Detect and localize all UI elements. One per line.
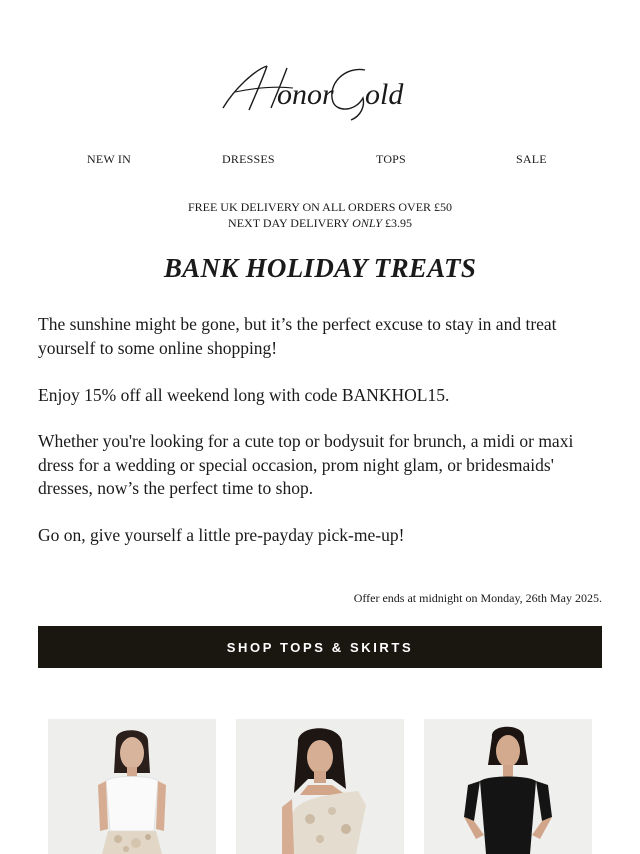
product-image-white-top-sequin-skirt[interactable] xyxy=(48,719,216,854)
offer-terms: Offer ends at midnight on Monday, 26th May 2025. xyxy=(353,591,602,605)
next-day-emphasis: ONLY xyxy=(352,216,382,230)
model-photo-icon xyxy=(236,719,404,854)
brand-logo[interactable] xyxy=(0,58,640,124)
shop-tops-skirts-button[interactable]: SHOP TOPS & SKIRTS xyxy=(38,626,602,668)
next-day-price: £3.95 xyxy=(381,216,412,230)
body-paragraph-closing: Go on, give yourself a little pre-payday pick-me-up! xyxy=(38,525,405,545)
product-image-one-shoulder-sequin-top[interactable] xyxy=(236,719,404,854)
body-paragraph-occasions: Whether you're looking for a cute top or bodysuit for brunch, a midi or maxi dress for a wedding or special occasion, prom night glam, or bridesmaids' dresses, now’s the perfect time to shop. xyxy=(38,431,574,498)
next-day-delivery-text xyxy=(0,215,640,231)
svg-text:onor: onor xyxy=(277,78,334,111)
next-day-prefix: NEXT DAY DELIVERY xyxy=(228,216,353,230)
model-photo-icon xyxy=(424,719,592,854)
nav-item-sale[interactable]: SALE xyxy=(516,152,547,166)
body-paragraph-intro: The sunshine might be gone, but it’s the perfect excuse to stay in and treat yourself to some online shopping! xyxy=(38,314,557,358)
svg-text:old: old xyxy=(365,78,404,111)
product-image-black-off-shoulder-dress[interactable] xyxy=(424,719,592,854)
delivery-banner xyxy=(0,199,640,231)
main-nav xyxy=(38,152,602,170)
nav-item-tops[interactable]: TOPS xyxy=(376,152,406,166)
honor-gold-logo-icon xyxy=(215,58,425,124)
nav-item-new-in[interactable]: NEW IN xyxy=(87,152,131,166)
email-headline: BANK HOLIDAY TREATS xyxy=(163,253,477,283)
free-delivery-text: FREE UK DELIVERY ON ALL ORDERS OVER £50 xyxy=(187,200,453,214)
body-paragraph-discount: Enjoy 15% off all weekend long with code BANKHOL15. xyxy=(38,385,450,405)
nav-item-dresses[interactable]: DRESSES xyxy=(222,152,275,166)
model-photo-icon xyxy=(48,719,216,854)
